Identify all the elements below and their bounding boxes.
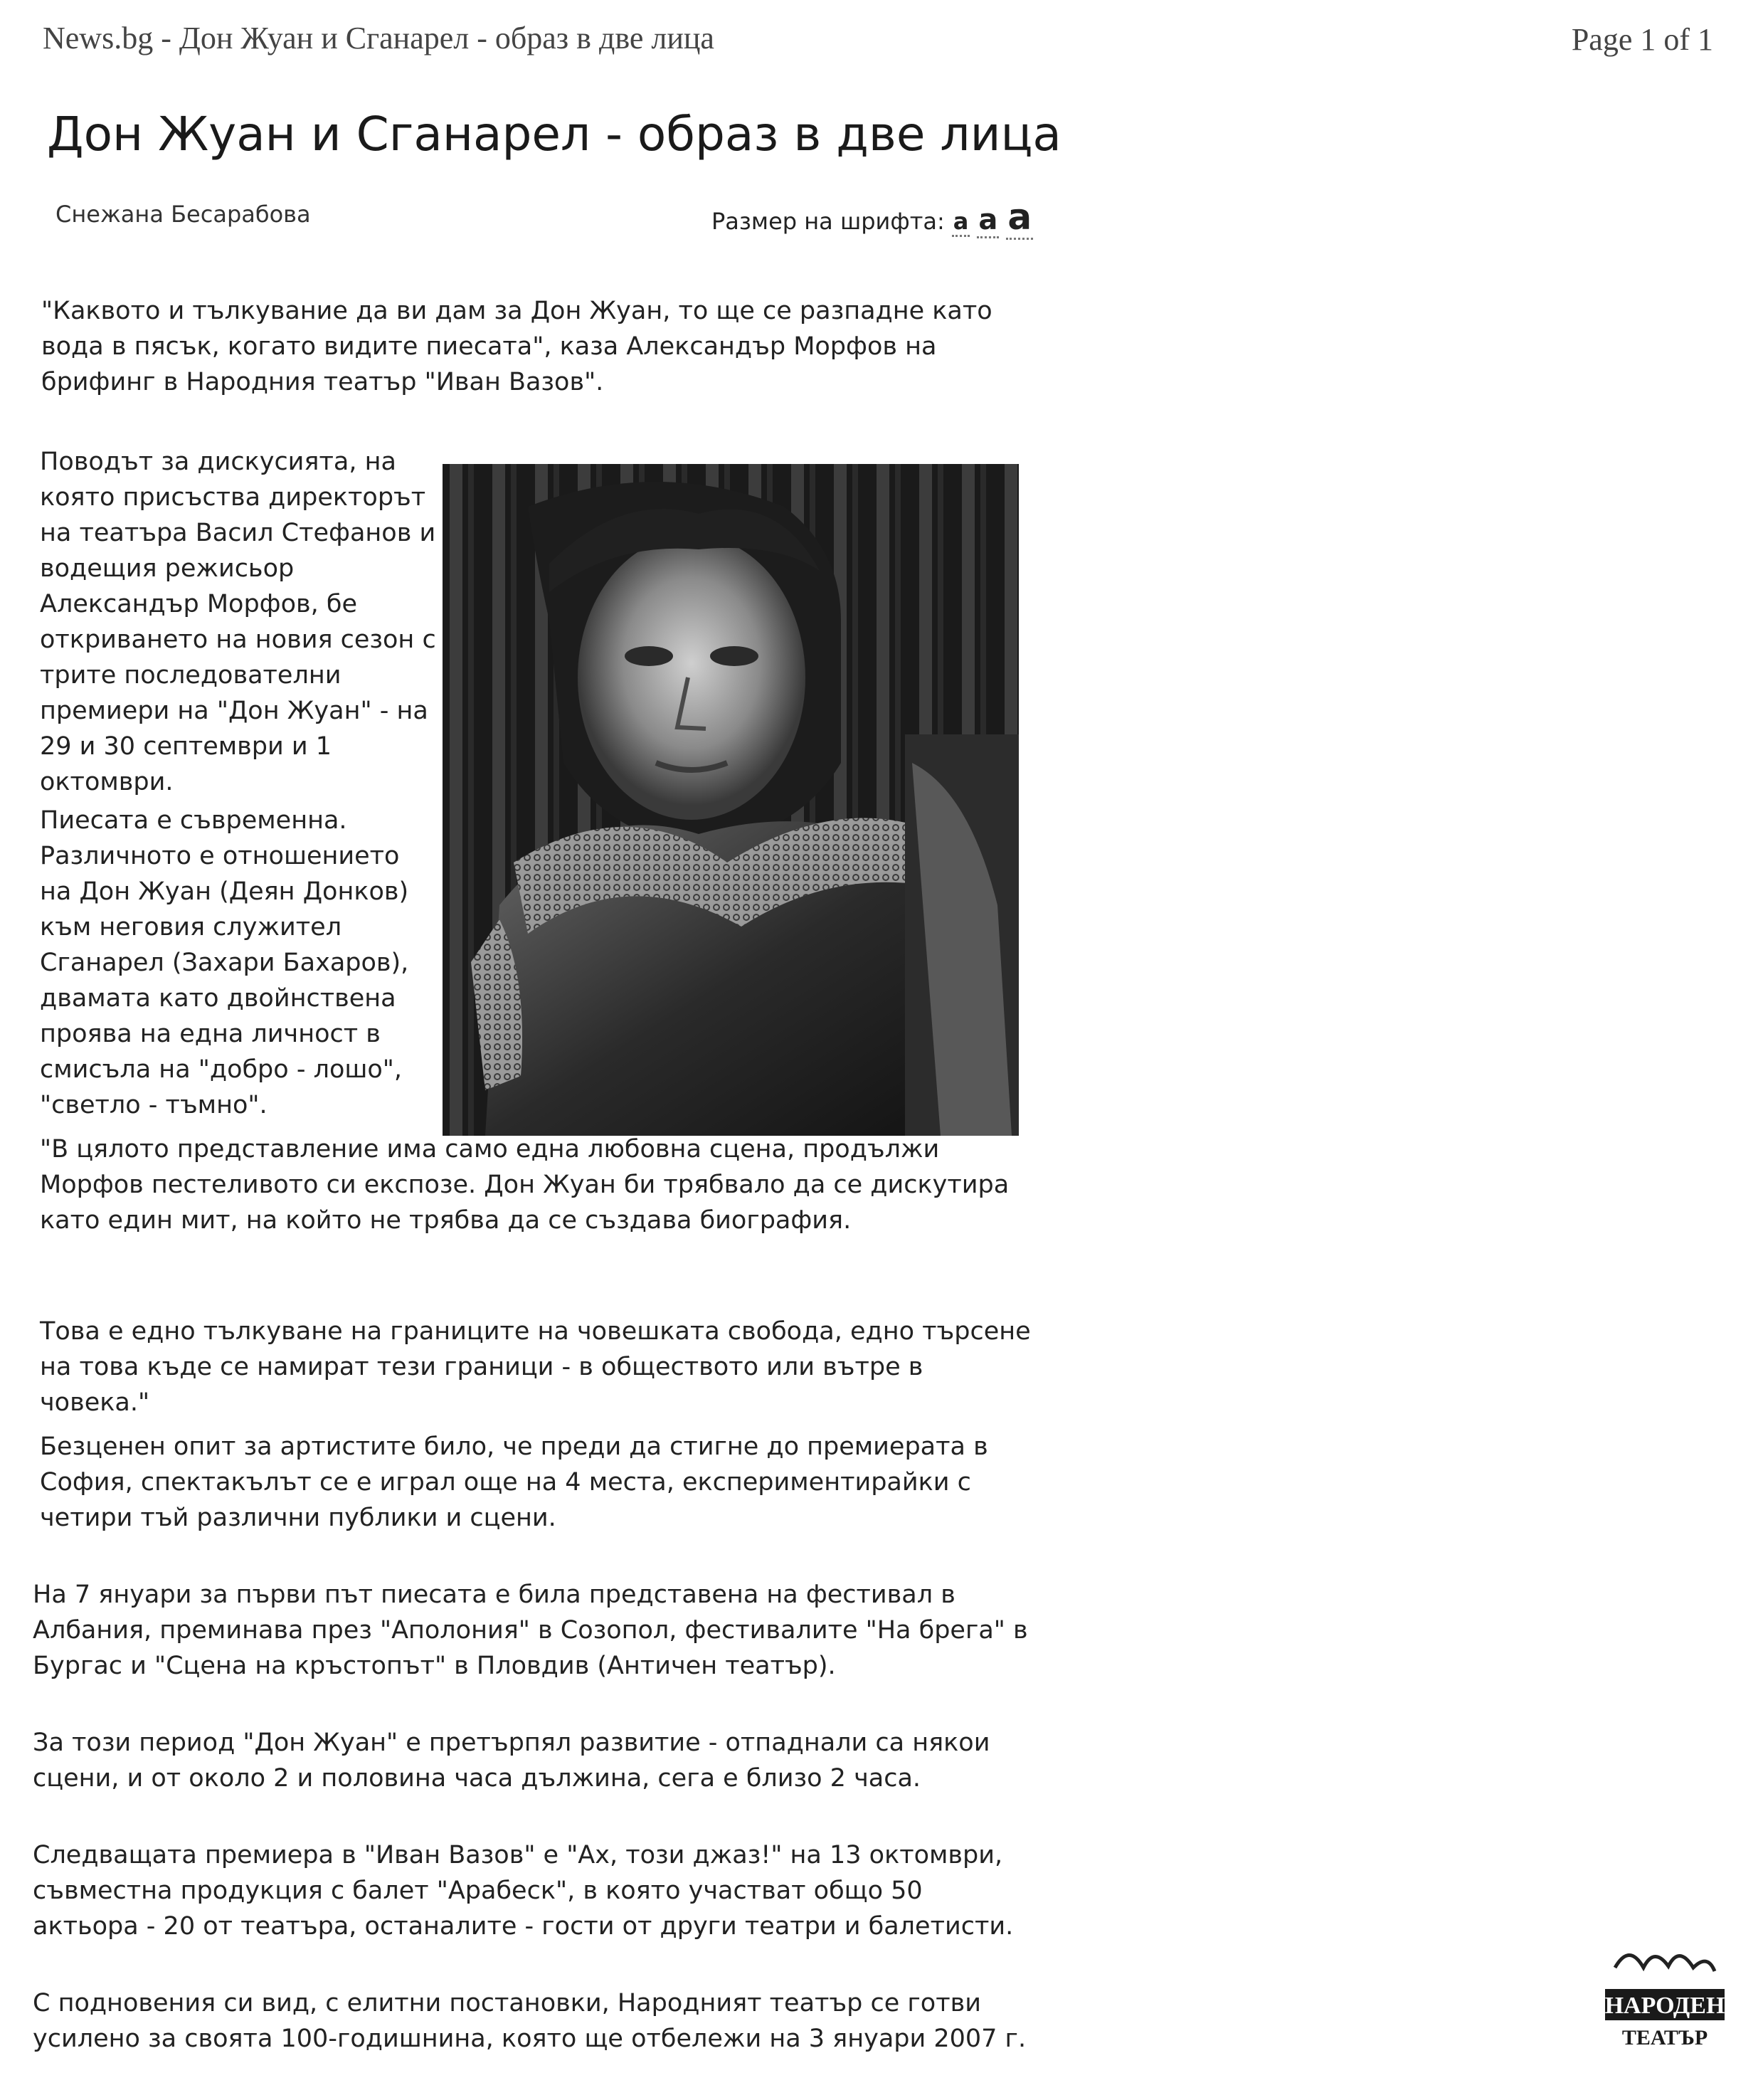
- font-size-large-button[interactable]: а: [1006, 196, 1033, 240]
- font-size-label: Размер на шрифта:: [711, 208, 945, 235]
- article-author: Снежана Бесарабова: [55, 201, 311, 228]
- article-photo: [443, 464, 1019, 1136]
- article-paragraph-3: Пиесата е съвременна. Различното е отношението на Дон Жуан (Деян Донков) към неговия служител Сганарел (Захари Бахаров), двамата като двойнствена проява на една личност в смисъла на "добро - лошо", "светло - тъмно".: [40, 806, 409, 1119]
- article-paragraph-6: Безценен опит за артистите било, че преди да стигне до премиерата в София, спектакълът се е играл още на 4 места, експериментирайки с четири тъй различни публики и сцени.: [40, 1432, 988, 1532]
- article-title: Дон Жуан и Сганарел - образ в две лица: [47, 107, 1061, 162]
- font-size-control: [711, 196, 1033, 240]
- article-paragraph-5: Това е едно тълкуване на границите на човешката свобода, едно търсене на това къде се намират тези граници - в обществото или вътре в човека.": [40, 1317, 1031, 1417]
- logo-text-line1: НАРОДЕН: [1604, 1993, 1725, 2019]
- article-paragraph-10: С подновения си вид, с елитни постановки, Народният театър се готви усилено за своята 100-годишнина, която ще отбележи на 3 януари 2007 г.: [33, 1989, 1027, 2053]
- actor-portrait-image: [443, 464, 1019, 1136]
- article-paragraph-1: "Каквото и тълкувание да ви дам за Дон Жуан, то ще се разпадне като вода в пясък, когато видите пиесата", каза Александър Морфов на брифинг в Народния театър "Иван Вазов".: [41, 297, 992, 396]
- font-size-medium-button[interactable]: а: [977, 204, 999, 238]
- article-paragraph-8: За този период "Дон Жуан" е претърпял развитие - отпаднали са някои сцени, и от около 2 и половина часа дължина, сега е близо 2 часа.: [33, 1729, 990, 1793]
- browser-print-title: News.bg - Дон Жуан и Сганарел - образ в две лица: [43, 21, 714, 56]
- article-paragraph-7: На 7 януари за първи път пиесата е била представена на фестивал в Албания, преминава през "Аполония" в Созопол, фестивалите "На брега" в Бургас и "Сцена на кръстопът" в Пловдив (Античен театър).: [33, 1581, 1028, 1680]
- article-paragraph-2: Поводът за дискусията, на която присъства директорът на театъра Васил Стефанов и водещия режисьор Александър Морфов, бе откриването на новия сезон с трите последователни премиери на "Дон Жуан" - на 29 и 30 септември и 1 октомври.: [40, 448, 436, 796]
- page-counter: Page 1 of 1: [1571, 22, 1713, 57]
- logo-text-line2: ТЕАТЪР: [1621, 2026, 1708, 2049]
- national-theatre-logo: [1601, 1939, 1729, 2053]
- article-paragraph-4: "В цялото представление има само една любовна сцена, продължи Морфов пестеливото си експозе. Дон Жуан би трябвало да се дискутира като един мит, на който не трябва да се създава биография.: [40, 1135, 1010, 1235]
- article-paragraph-9: Следващата премиера в "Иван Вазов" е "Ах, този джаз!" на 13 октомври, съвместна продукция с балет "Арабеск", в която участват общо 50 актьора - 20 от театъра, останалите - гости от други театри и балетисти.: [33, 1841, 1014, 1941]
- font-size-small-button[interactable]: а: [952, 208, 970, 237]
